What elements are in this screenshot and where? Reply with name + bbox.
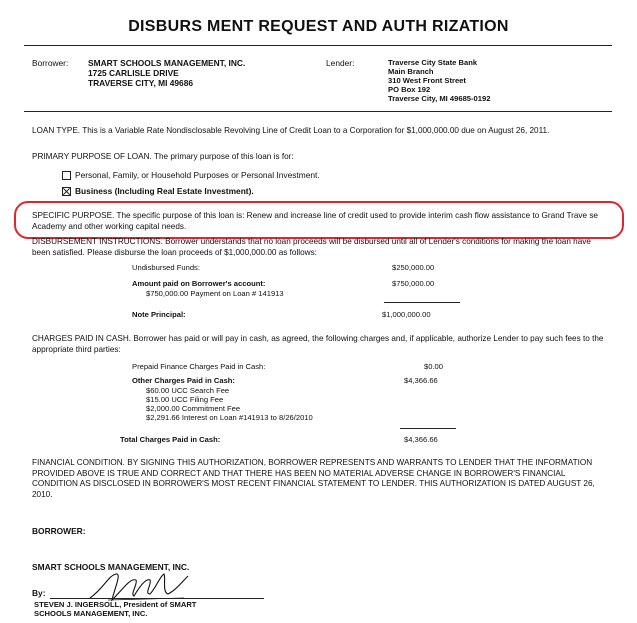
charge-item: $15.00 UCC Filing Fee: [146, 395, 224, 404]
purpose-personal-checkbox[interactable]: [62, 171, 71, 180]
financial-condition-section: [32, 458, 606, 500]
charge-item: $60.00 UCC Search Fee: [146, 386, 230, 395]
document-title: DISBURS MENT REQUEST AND AUTH RIZATION: [128, 18, 509, 35]
lender-address3: Traverse City, MI 49685-0192: [388, 94, 491, 103]
note-principal-value: $1,000,000.00: [382, 310, 431, 319]
disbursement-text: Borrower understands that no loan proceeds will be disbursed until all of Lender's conditions for making the loan have been satisfied. Please disburse the loan proceeds of $1,000,000.00 as follows:: [32, 237, 591, 257]
lender-address1: 310 West Front Street: [388, 76, 466, 85]
purpose-business-label: Business (Including Real Estate Investment).: [75, 186, 254, 196]
signature-by-label: By:: [32, 588, 46, 598]
prepaid-label: Prepaid Finance Charges Paid in Cash:: [132, 362, 266, 371]
header-rule-top: [24, 45, 612, 46]
charge-item: $2,000.00 Commitment Fee: [146, 404, 241, 413]
specific-purpose-text: The specific purpose of this loan is: Renew and increase line of credit used to provide interim cash flow assistance to Grand Trave se Academy and other working capital needs.: [32, 211, 598, 231]
charge-item: $2,291.66 Interest on Loan #141913 to 8/26/2010: [146, 413, 313, 422]
primary-purpose-label: PRIMARY PURPOSE OF LOAN.: [32, 152, 152, 161]
purpose-personal-label: Personal, Family, or Household Purposes or Personal Investment.: [75, 170, 320, 180]
loan-type-label: LOAN TYPE.: [32, 126, 81, 135]
signer-line2: SCHOOLS MANAGEMENT, INC.: [34, 609, 148, 618]
purpose-business-checkbox[interactable]: [62, 187, 71, 196]
undisbursed-label: Undisbursed Funds:: [132, 263, 200, 272]
disbursement-section: [32, 237, 606, 258]
purpose-option-personal[interactable]: [62, 170, 320, 180]
lender-label: Lender:: [326, 58, 355, 68]
lender-branch: Main Branch: [388, 67, 434, 76]
primary-purpose-section: [32, 152, 606, 163]
other-charges-label: Other Charges Paid in Cash:: [132, 376, 235, 385]
disbursement-label: DISBURSEMENT INSTRUCTIONS.: [32, 237, 163, 246]
total-charges-value: $4,366.66: [404, 435, 438, 444]
signature-line: [50, 598, 264, 599]
charges-sum-line: [400, 428, 456, 429]
total-charges-label: Total Charges Paid in Cash:: [120, 435, 221, 444]
purpose-option-business[interactable]: [62, 186, 254, 196]
financial-condition-text: BY SIGNING THIS AUTHORIZATION, BORROWER REPRESENTS AND WARRANTS TO LENDER THAT THE INFORMATION PROVIDED ABOVE IS TRUE AND CORRECT AND THAT THERE HAS BEEN NO MATERIAL ADVERSE CHANGE IN BORROWER'S FINANCIAL CONDITION AS DISCLOSED IN BORROWER'S MOST RECENT FINANCIAL STATEMENT TO LENDER. THIS AUTHORIZATION IS DATED AUGUST 26, 2010.: [32, 458, 595, 499]
disbursement-sum-line: [384, 302, 460, 303]
lender-address2: PO Box 192: [388, 85, 431, 94]
primary-purpose-text: The primary purpose of this loan is for:: [153, 152, 294, 161]
financial-condition-label: FINANCIAL CONDITION.: [32, 458, 125, 467]
prepaid-value: $0.00: [424, 362, 444, 371]
loan-type-section: [32, 126, 606, 137]
borrower-name: SMART SCHOOLS MANAGEMENT, INC.: [88, 58, 246, 68]
signer-line1: STEVEN J. INGERSOLL, President of SMART: [34, 600, 197, 609]
header-rule-bottom: [24, 111, 612, 112]
signature-company: SMART SCHOOLS MANAGEMENT, INC.: [32, 562, 190, 572]
specific-purpose-label: SPECIFIC PURPOSE.: [32, 211, 115, 220]
borrower-account-label: Amount paid on Borrower's account:: [132, 279, 266, 288]
borrower-account-detail: $750,000.00 Payment on Loan # 141913: [146, 289, 284, 298]
charges-text: Borrower has paid or will pay in cash, as agreed, the following charges and, if applicable, authorize Lender to pay such fees to the appropriate third parties:: [32, 334, 604, 354]
loan-type-text: This is a Variable Rate Nondisclosable Revolving Line of Credit Loan to a Corporation for $1,000,000.00 due on August 26, 2011.: [82, 126, 550, 135]
other-charges-value: $4,366.66: [404, 376, 438, 385]
signature-borrower-label: BORROWER:: [32, 526, 86, 536]
lender-name: Traverse City State Bank: [388, 58, 478, 67]
borrower-address1: 1725 CARLISLE DRIVE: [88, 68, 179, 78]
borrower-account-value: $750,000.00: [392, 279, 435, 288]
charges-label: CHARGES PAID IN CASH.: [32, 334, 132, 343]
undisbursed-value: $250,000.00: [392, 263, 435, 272]
borrower-label: Borrower:: [32, 58, 69, 68]
specific-purpose-section: [32, 211, 606, 232]
charges-section: [32, 334, 606, 355]
note-principal-label: Note Principal:: [132, 310, 186, 319]
borrower-address2: TRAVERSE CITY, MI 49686: [88, 78, 194, 88]
